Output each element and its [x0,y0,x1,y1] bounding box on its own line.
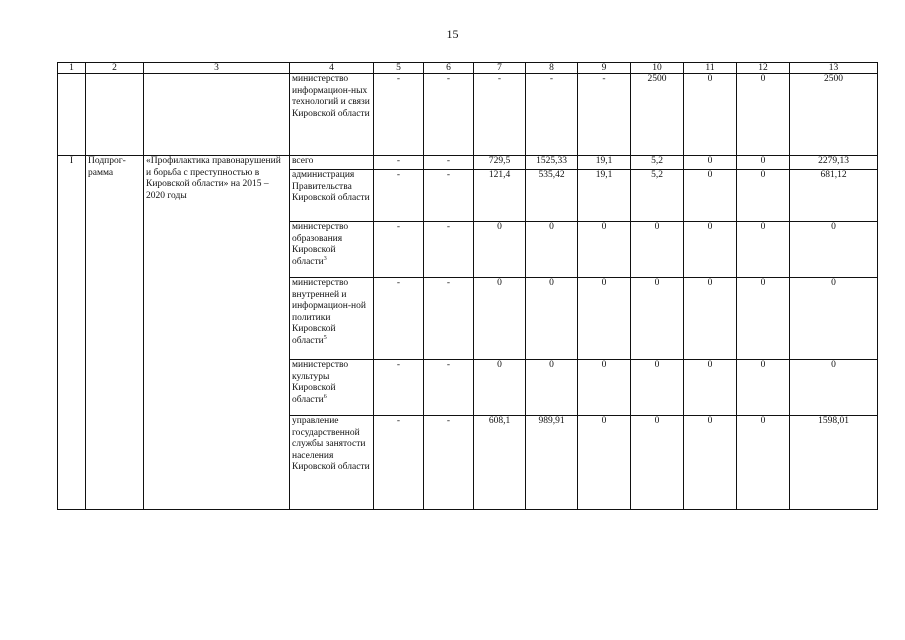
value-cell: - [424,360,474,416]
value-cell: 0 [737,170,790,222]
table-row [58,156,878,170]
value-cell: 0 [737,360,790,416]
footnote-marker: 5 [323,334,327,341]
value-cell: - [374,156,424,170]
value-cell: 0 [684,416,737,510]
value-cell: 0 [684,74,737,156]
value-cell: - [424,278,474,360]
column-header: 7 [474,63,526,74]
value-cell: - [526,74,578,156]
column-header: 1 [58,63,86,74]
value-cell: 1598,01 [790,416,878,510]
value-cell: 0 [737,222,790,278]
value-cell: - [424,74,474,156]
value-cell: 0 [684,278,737,360]
value-cell: 121,4 [474,170,526,222]
value-cell: 0 [526,222,578,278]
subprogram-number: I [58,156,86,510]
value-cell: - [474,74,526,156]
value-cell: - [374,416,424,510]
column-header: 13 [790,63,878,74]
value-cell: 0 [790,360,878,416]
executor-cell: министерство внутренней и информацион-ной политики Кировской области$^5$ [290,278,374,360]
subprogram-name: «Профилактика правонарушений и борьба с преступностью в Кировской области» на 2015 – 2020 годы [144,156,290,510]
value-cell: 0 [578,416,631,510]
executor-cell: администрация Правительства Кировской области [290,170,374,222]
value-cell: 5,2 [631,156,684,170]
value-cell: 0 [684,360,737,416]
executor-cell: всего [290,156,374,170]
value-cell: 0 [631,278,684,360]
executor-cell: управление государственной службы занятости населения Кировской области [290,416,374,510]
value-cell: 0 [578,360,631,416]
value-cell: 0 [631,222,684,278]
value-cell: 729,5 [474,156,526,170]
value-cell: - [374,74,424,156]
value-cell: - [374,360,424,416]
value-cell: 0 [737,416,790,510]
value-cell: 0 [790,222,878,278]
value-cell: 0 [684,170,737,222]
table-cell [144,74,290,156]
footnote-marker: 3 [323,255,327,262]
value-cell: - [424,170,474,222]
budget-table [57,62,878,510]
value-cell: 2500 [631,74,684,156]
value-cell: 0 [684,156,737,170]
table-row [58,74,878,156]
value-cell: 0 [737,74,790,156]
value-cell: 0 [474,278,526,360]
value-cell: 2500 [790,74,878,156]
value-cell: - [374,170,424,222]
column-header: 9 [578,63,631,74]
value-cell: - [424,156,474,170]
value-cell: 0 [737,156,790,170]
value-cell: - [374,222,424,278]
value-cell: 0 [526,278,578,360]
table-cell [58,74,86,156]
value-cell: - [424,222,474,278]
value-cell: 19,1 [578,156,631,170]
footnote-marker: 6 [323,393,327,400]
value-cell: 5,2 [631,170,684,222]
executor-cell: министерство информацион-ных технологий и связи Кировской области [290,74,374,156]
value-cell: 0 [790,278,878,360]
page-number: 15 [446,27,459,41]
value-cell: - [424,416,474,510]
subprogram-type: Подпрог-рамма [86,156,144,510]
value-cell: 0 [578,278,631,360]
column-header: 6 [424,63,474,74]
value-cell: 1525,33 [526,156,578,170]
column-header: 3 [144,63,290,74]
value-cell: 0 [737,278,790,360]
column-header: 5 [374,63,424,74]
value-cell: 681,12 [790,170,878,222]
value-cell: - [374,278,424,360]
value-cell: 535,42 [526,170,578,222]
column-header: 10 [631,63,684,74]
column-header: 8 [526,63,578,74]
table-cell [86,74,144,156]
value-cell: 0 [578,222,631,278]
value-cell: 0 [631,416,684,510]
column-header: 4 [290,63,374,74]
value-cell: 0 [631,360,684,416]
executor-cell: министерство культуры Кировской области$^6$ [290,360,374,416]
column-header: 2 [86,63,144,74]
value-cell: 0 [684,222,737,278]
value-cell: 2279,13 [790,156,878,170]
value-cell: 0 [474,222,526,278]
column-header: 11 [684,63,737,74]
value-cell: 0 [474,360,526,416]
column-header: 12 [737,63,790,74]
value-cell: 989,91 [526,416,578,510]
executor-cell: министерство образования Кировской области$^3$ [290,222,374,278]
value-cell: 19,1 [578,170,631,222]
value-cell: - [578,74,631,156]
value-cell: 608,1 [474,416,526,510]
header-row [58,63,878,74]
value-cell: 0 [526,360,578,416]
